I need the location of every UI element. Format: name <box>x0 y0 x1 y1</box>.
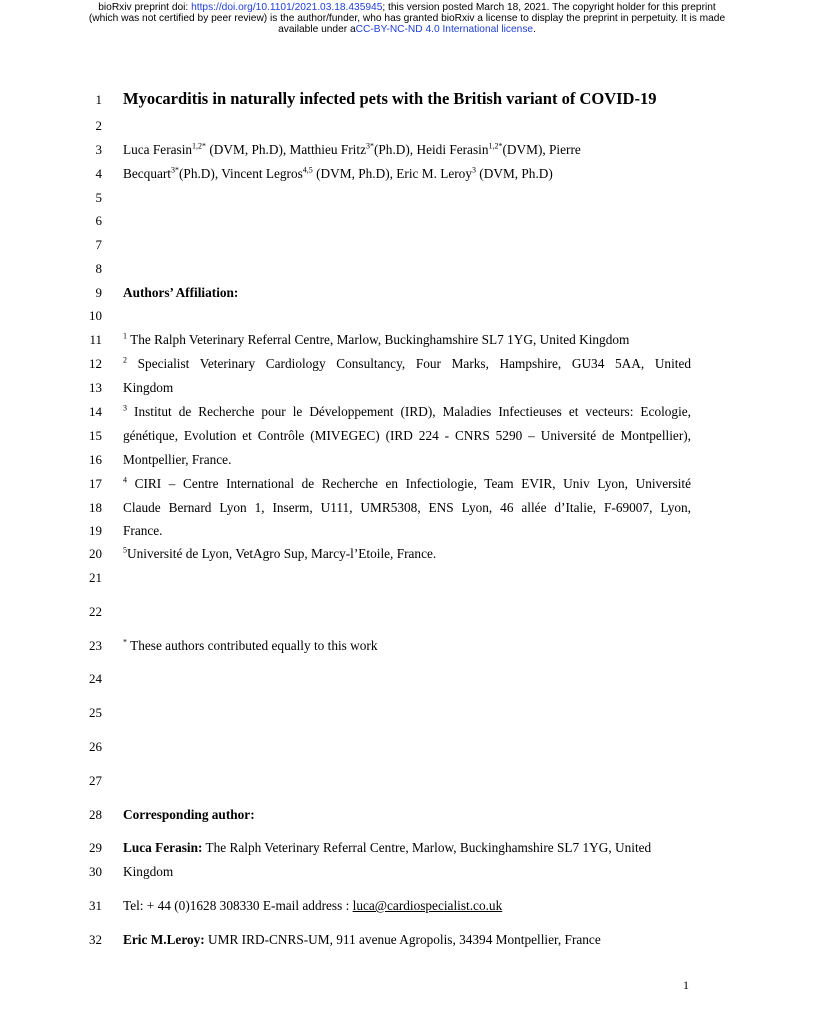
author-name: Heidi Ferasin <box>416 142 489 157</box>
line-number: 22 <box>89 604 102 619</box>
line-number: 19 <box>89 523 102 538</box>
corresponding-author-1: Luca Ferasin: The Ralph Veterinary Referral Centre, Marlow, Buckinghamshire SL7 1YG, United <box>123 840 652 855</box>
line-number: 28 <box>89 807 102 822</box>
corresponding-author-1-cont: Kingdom <box>123 864 174 879</box>
line-number: 31 <box>89 898 102 913</box>
equal-contribution-note: * These authors contributed equally to this work <box>123 637 378 653</box>
line-number: 16 <box>89 452 102 467</box>
affiliation-5: $^5$Université de Lyon, VetAgro Sup, Marcy-l’Etoile, France. <box>123 545 437 561</box>
author-name: Pierre <box>549 142 581 157</box>
affiliation-3-line: génétique, Evolution et Contrôle (MIVEGEC) (IRD 224 - CNRS 5290 – Université de Montpellier), <box>123 428 691 443</box>
author-name: Becquart <box>123 166 171 181</box>
line-number: 7 <box>95 237 102 252</box>
affiliation-4-line: Claude Bernard Lyon 1, Inserm, U111, UMR5308, ENS Lyon, 46 allée d’Italie, F-69007, Lyon, <box>123 500 691 515</box>
header-line-1: bioRxiv preprint doi: https://doi.org/10.1101/2021.03.18.435945; this version posted March 18, 2021. The copyright holder for this preprint <box>98 2 716 13</box>
line-number: 6 <box>95 213 102 228</box>
line-number: 27 <box>89 773 102 788</box>
header-line-3: available under aCC-BY-NC-ND 4.0 International license. <box>278 24 536 35</box>
line-number: 3 <box>95 142 102 157</box>
affiliation-4-line: $^4$ CIRI – Centre International de Recherche en Infectiologie, Team EVIR, Univ Lyon, Université <box>123 475 691 491</box>
line-number: 4 <box>95 166 102 181</box>
line-number: 24 <box>89 671 102 686</box>
corresponding-heading: Corresponding author: <box>123 807 255 822</box>
header-line-2: (which was not certified by peer review) is the author/funder, who has granted bioRxiv a license to display the preprint in perpetuity. It is made <box>88 13 726 24</box>
line-number: 15 <box>89 428 102 443</box>
affiliation-1: $^1$ The Ralph Veterinary Referral Centre, Marlow, Buckinghamshire SL7 1YG, United Kingdom <box>123 331 630 347</box>
contact-line: Tel: + 44 (0)1628 308330 E-mail address : luca@cardiospecialist.co.uk <box>123 898 503 913</box>
line-number: 32 <box>89 932 102 947</box>
line-number: 11 <box>89 332 102 347</box>
paper-title: Myocarditis in naturally infected pets with the British variant of COVID-19 <box>123 89 657 108</box>
line-number: 26 <box>89 739 102 754</box>
line-number: 12 <box>89 356 102 371</box>
line-number: 9 <box>95 285 102 300</box>
affiliation-2-line: $^2$ Specialist Veterinary Cardiology Consultancy, Four Marks, Hampshire, GU34 5AA, United <box>123 355 692 371</box>
line-number: 13 <box>89 380 102 395</box>
line-number: 20 <box>89 546 102 561</box>
line-number: 5 <box>95 190 102 205</box>
line-number: 2 <box>95 118 102 133</box>
line-number: 1 <box>95 92 102 107</box>
author-line-1: Luca Ferasin$^{1,2*}$ (DVM, Ph.D), Matthieu Fritz$^{3*}$(Ph.D), Heidi Ferasin$^{1,2*}$(DVM), Pierre <box>123 141 581 157</box>
line-number: 25 <box>89 705 102 720</box>
line-number: 23 <box>89 638 102 653</box>
line-number: 18 <box>89 500 102 515</box>
doi-link[interactable]: https://doi.org/10.1101/2021.03.18.435945 <box>191 2 383 13</box>
author-name: Luca Ferasin <box>123 142 193 157</box>
corresponding-name: Eric M.Leroy: <box>123 932 205 947</box>
affiliation-2-line: Kingdom <box>123 380 174 395</box>
line-number: 21 <box>89 570 102 585</box>
author-name: Matthieu Fritz <box>289 142 366 157</box>
line-number: 10 <box>89 308 102 323</box>
author-name: Vincent Legros <box>221 166 303 181</box>
line-number: 14 <box>89 404 102 419</box>
license-link[interactable]: CC-BY-NC-ND 4.0 International license <box>355 24 534 35</box>
line-number: 8 <box>95 261 102 276</box>
line-number: 29 <box>89 840 102 855</box>
corresponding-name: Luca Ferasin: <box>123 840 203 855</box>
email-link[interactable]: luca@cardiospecialist.co.uk <box>352 898 503 913</box>
affiliation-heading: Authors’ Affiliation: <box>123 285 239 300</box>
author-line-2: Becquart$^{3*}$(Ph.D), Vincent Legros$^{4,5}$ (DVM, Ph.D), Eric M. Leroy$^3$ (DVM, Ph.D) <box>123 165 553 181</box>
corresponding-author-2: Eric M.Leroy: UMR IRD-CNRS-UM, 911 avenue Agropolis, 34394 Montpellier, France <box>123 932 601 947</box>
author-name: Eric M. Leroy <box>396 166 472 181</box>
line-number: 30 <box>89 864 102 879</box>
affiliation-3-line: Montpellier, France. <box>123 452 232 467</box>
affiliation-4-line: France. <box>123 523 163 538</box>
preprint-header <box>0 2 814 35</box>
line-number: 17 <box>89 476 102 491</box>
affiliation-3-line: $^3$ Institut de Recherche pour le Développement (IRD), Maladies Infectieuses et vecteurs: Ecologie, <box>123 403 692 419</box>
page-number: 1 <box>683 978 689 992</box>
